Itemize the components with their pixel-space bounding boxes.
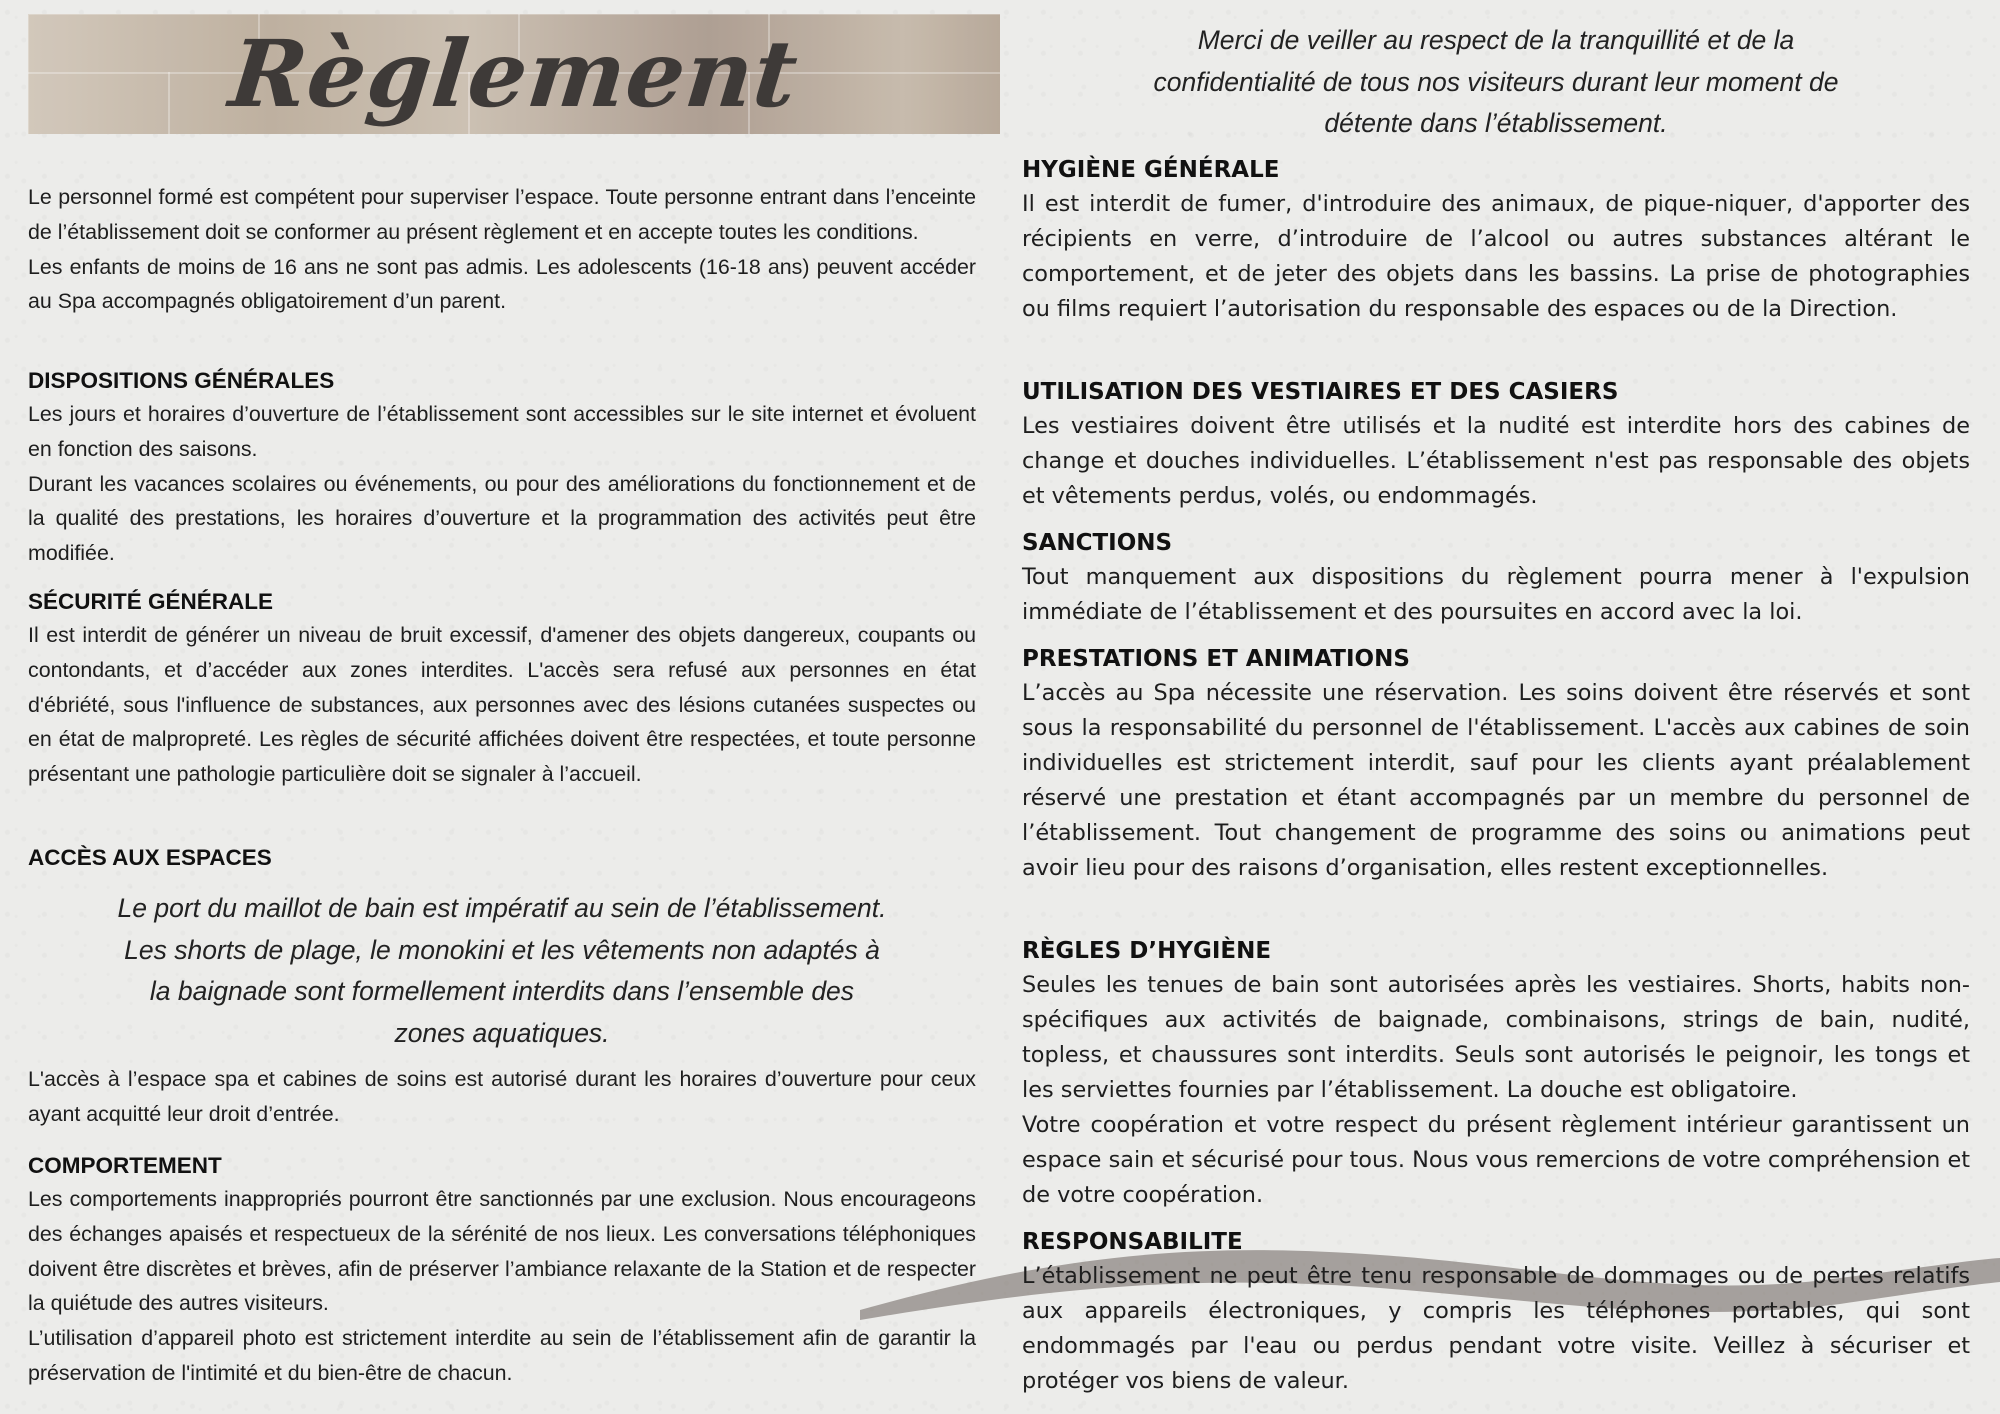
vestiaires-section <box>1022 376 1970 514</box>
comportement-section <box>28 1150 976 1391</box>
regles-section <box>1022 935 1970 1213</box>
sanctions-heading: SANCTIONS <box>1022 530 1173 556</box>
prestations-section <box>1022 643 1970 886</box>
acces-section <box>28 842 976 1132</box>
comportement-paragraph-1: Les comportements inappropriés pourront être sanctionnés par une exclusion. Nous encourageons des échanges apaisés et respectueux de la sérénité de nos lieux. Les conversations téléphoniques doivent être discrètes et brèves, afin de préserver l’ambiance relaxante de la Station et de respecter la quiétude des autres visiteurs. <box>28 1187 976 1316</box>
securite-section <box>28 586 976 792</box>
vestiaires-paragraph: Les vestiaires doivent être utilisés et la nudité est interdite hors des cabines de change et douches individuelles. L’établissement n'est pas responsable des objets et vêtements perdus, volés, ou endommagés. <box>1022 413 1970 509</box>
prestations-paragraph: L’accès au Spa nécessite une réservation. Les soins doivent être réservés et sont sous la responsabilité du personnel de l'établissement. L'accès aux cabines de soin individuelles est strictement interdit, sauf pour les clients ayant préalablement réservé une prestation et étant accompagnés par un membre du personnel de l’établissement. Tout changement de programme des soins ou animations peut avoir lieu pour des raisons d’organisation, elles restent exceptionnelles. <box>1022 680 1970 881</box>
hygiene-generale-heading: HYGIÈNE GÉNÉRALE <box>1022 157 1280 183</box>
sanctions-section <box>1022 527 1970 630</box>
right-quote-line-1: Merci de veiller au respect de la tranquillité et de la <box>1197 25 1795 55</box>
regles-heading: RÈGLES D’HYGIÈNE <box>1022 938 1272 964</box>
acces-quote-line-2: Les shorts de plage, le monokini et les vêtements non adaptés à <box>124 934 880 965</box>
acces-heading: ACCÈS AUX ESPACES <box>28 845 272 870</box>
responsabilite-heading: RESPONSABILITE <box>1022 1229 1243 1255</box>
dispositions-heading: DISPOSITIONS GÉNÉRALES <box>28 368 335 393</box>
regles-paragraph-2: Votre coopération et votre respect du présent règlement intérieur garantissent un espace sain et sécurisé pour tous. Nous vous remercions de votre compréhension et de votre coopération. <box>1022 1112 1970 1208</box>
responsabilite-paragraph: L’établissement ne peut être tenu responsable de dommages ou de pertes relatifs aux appareils électroniques, y compris les téléphones portables, qui sont endommagés par l'eau ou perdus pendant votre visite. Veillez à sécuriser et protéger vos biens de valeur. <box>1022 1263 1970 1394</box>
comportement-heading: COMPORTEMENT <box>28 1153 222 1178</box>
acces-paragraph: L'accès à l’espace spa et cabines de soins est autorisé durant les horaires d’ouverture pour ceux ayant acquitté leur droit d’entrée. <box>28 1067 976 1126</box>
right-quote-line-3: détente dans l’établissement. <box>1324 108 1668 138</box>
prestations-heading: PRESTATIONS ET ANIMATIONS <box>1022 646 1410 672</box>
regles-paragraph-1: Seules les tenues de bain sont autorisées après les vestiaires. Shorts, habits non-spécifiques aux activités de baignade, combinaisons, strings de bain, nudité, topless, et chaussures sont interdits. Seuls sont autorisés le peignoir, les tongs et les serviettes fournies par l’établissement. La douche est obligatoire. <box>1022 972 1970 1103</box>
vestiaires-heading: UTILISATION DES VESTIAIRES ET DES CASIERS <box>1022 379 1619 405</box>
sanctions-paragraph: Tout manquement aux dispositions du règlement pourra mener à l'expulsion immédiate de l’établissement et des poursuites en accord avec la loi. <box>1022 564 1970 625</box>
intro-paragraph-2: Les enfants de moins de 16 ans ne sont pas admis. Les adolescents (16-18 ans) peuvent accéder au Spa accompagnés obligatoirement d’un parent. <box>28 254 976 314</box>
acces-quote-line-1: Le port du maillot de bain est impératif au sein de l’établissement. <box>117 893 887 923</box>
page-title: Règlement <box>224 20 804 128</box>
dispositions-paragraph-1: Les jours et horaires d’ouverture de l’établissement sont accessibles sur le site internet et évoluent en fonction des saisons. <box>28 402 976 461</box>
intro-paragraph-1: Le personnel formé est compétent pour superviser l’espace. Toute personne entrant dans l’enceinte de l’établissement doit se conformer au présent règlement et en accepte toutes les conditions. <box>28 185 976 244</box>
securite-heading: SÉCURITÉ GÉNÉRALE <box>28 589 274 614</box>
acces-quote-line-4: zones aquatiques. <box>394 1017 610 1048</box>
securite-paragraph: Il est interdit de générer un niveau de bruit excessif, d'amener des objets dangereux, coupants ou contondants, et d’accéder aux zones interdites. L'accès sera refusé aux personnes en état d'ébriété, sous l'influence de substances, aux personnes avec des lésions cutanées suspectes ou en état de malpropreté. Les règles de sécurité affichées doivent être respectées, et toute personne présentant une pathologie particulière doit se signaler à l’accueil. <box>28 623 976 787</box>
intro-section <box>28 180 976 319</box>
dispositions-section <box>28 365 976 571</box>
title-banner <box>28 14 1000 134</box>
dispositions-paragraph-2: Durant les vacances scolaires ou événements, ou pour des améliorations du fonctionnement et de la qualité des prestations, les horaires d’ouverture et la programmation des activités peut être modifiée. <box>28 471 976 566</box>
right-quote <box>1022 20 1970 145</box>
hygiene-generale-paragraph: Il est interdit de fumer, d'introduire des animaux, de pique-niquer, d'apporter des récipients en verre, d’introduire de l’alcool ou autres substances altérant le comportement, et de jeter des objets dans les bassins. La prise de photographies ou films requiert l’autorisation du responsable des espaces ou de la Direction. <box>1022 191 1970 322</box>
responsabilite-section <box>1022 1226 1970 1399</box>
hygiene-generale-section <box>1022 154 1970 327</box>
comportement-paragraph-2: L’utilisation d’appareil photo est strictement interdite au sein de l’établissement afin de garantir la préservation de l'intimité et du bien-être de chacun. <box>28 1326 976 1385</box>
right-quote-line-2: confidentialité de tous nos visiteurs durant leur moment de <box>1153 66 1839 97</box>
acces-quote-line-3: la baignade sont formellement interdits dans l’ensemble des <box>149 976 855 1006</box>
